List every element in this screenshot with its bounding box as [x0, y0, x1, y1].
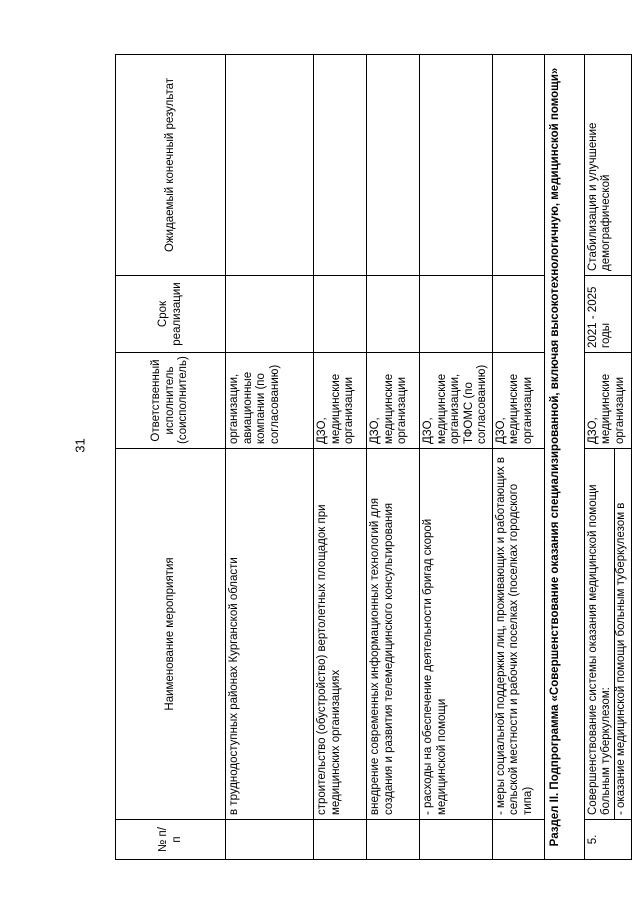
cell-period [367, 276, 420, 353]
cell-num: 5. [584, 820, 631, 860]
rotated-table-container [115, 55, 627, 860]
cell-result [367, 55, 420, 276]
cell-name-main: Совершенствование системы оказания медицинской помощи больным туберкулезом: [586, 484, 613, 815]
cell-name: в труднодоступных районах Курганской области [226, 449, 314, 820]
table-row [367, 55, 420, 860]
measures-table [115, 54, 632, 860]
section-row [544, 55, 584, 860]
cell-period [314, 276, 367, 353]
header-executor: Ответственный исполнитель (соисполнитель) [116, 353, 226, 449]
table-row [420, 55, 493, 860]
cell-name: - меры социальной поддержки лиц, проживающих и работающих в сельской местности и рабочих поселках (поселках городского типа) [492, 449, 544, 820]
header-result: Ожидаемый конечный результат [116, 55, 226, 276]
cell-executor: ДЗО, медицинские организации, ТФОМС (по согласованию) [420, 353, 493, 449]
cell-period [226, 276, 314, 353]
cell-period [420, 276, 493, 353]
cell-name-sub: - оказание медицинской помощи больным туберкулезом в [614, 449, 629, 819]
cell-executor: организации, авиационные компании (по согласованию) [226, 353, 314, 449]
header-name: Наименование мероприятия [116, 449, 226, 820]
cell-executor: ДЗО, медицинские организации [314, 353, 367, 449]
table-row [314, 55, 367, 860]
cell-num [226, 820, 314, 860]
table-row [584, 55, 631, 860]
cell-period: 2021 - 2025 годы [584, 276, 631, 353]
section-title: Раздел II. Подпрограмма «Совершенствование оказания специализированной, включая высокотехнологичную, медицинской помощи» [544, 55, 584, 860]
cell-result [420, 55, 493, 276]
cell-executor: ДЗО, медицинские организации [367, 353, 420, 449]
cell-result [314, 55, 367, 276]
cell-period [492, 276, 544, 353]
cell-result [492, 55, 544, 276]
cell-name [584, 449, 631, 820]
cell-num [420, 820, 493, 860]
header-num: № п/п [116, 820, 226, 860]
cell-name: - расходы на обеспечение деятельности бригад скорой медицинской помощи [420, 449, 493, 820]
cell-result: Стабилизация и улучшение демографической [584, 55, 631, 276]
cell-executor: ДЗО, медицинские организации [492, 353, 544, 449]
table-row [226, 55, 314, 860]
table-header-row [116, 55, 226, 860]
cell-num [314, 820, 367, 860]
table-row [492, 55, 544, 860]
page-number: 31 [72, 438, 88, 453]
cell-name: внедрение современных информационных технологий для создания и развития телемедицинского консультирования [367, 449, 420, 820]
cell-executor: ДЗО, медицинские организации [584, 353, 631, 449]
cell-num [492, 820, 544, 860]
cell-num [367, 820, 420, 860]
cell-name: строительство (обустройство) вертолетных площадок при медицинских организациях [314, 449, 367, 820]
header-period: Срок реализации [116, 276, 226, 353]
cell-result [226, 55, 314, 276]
